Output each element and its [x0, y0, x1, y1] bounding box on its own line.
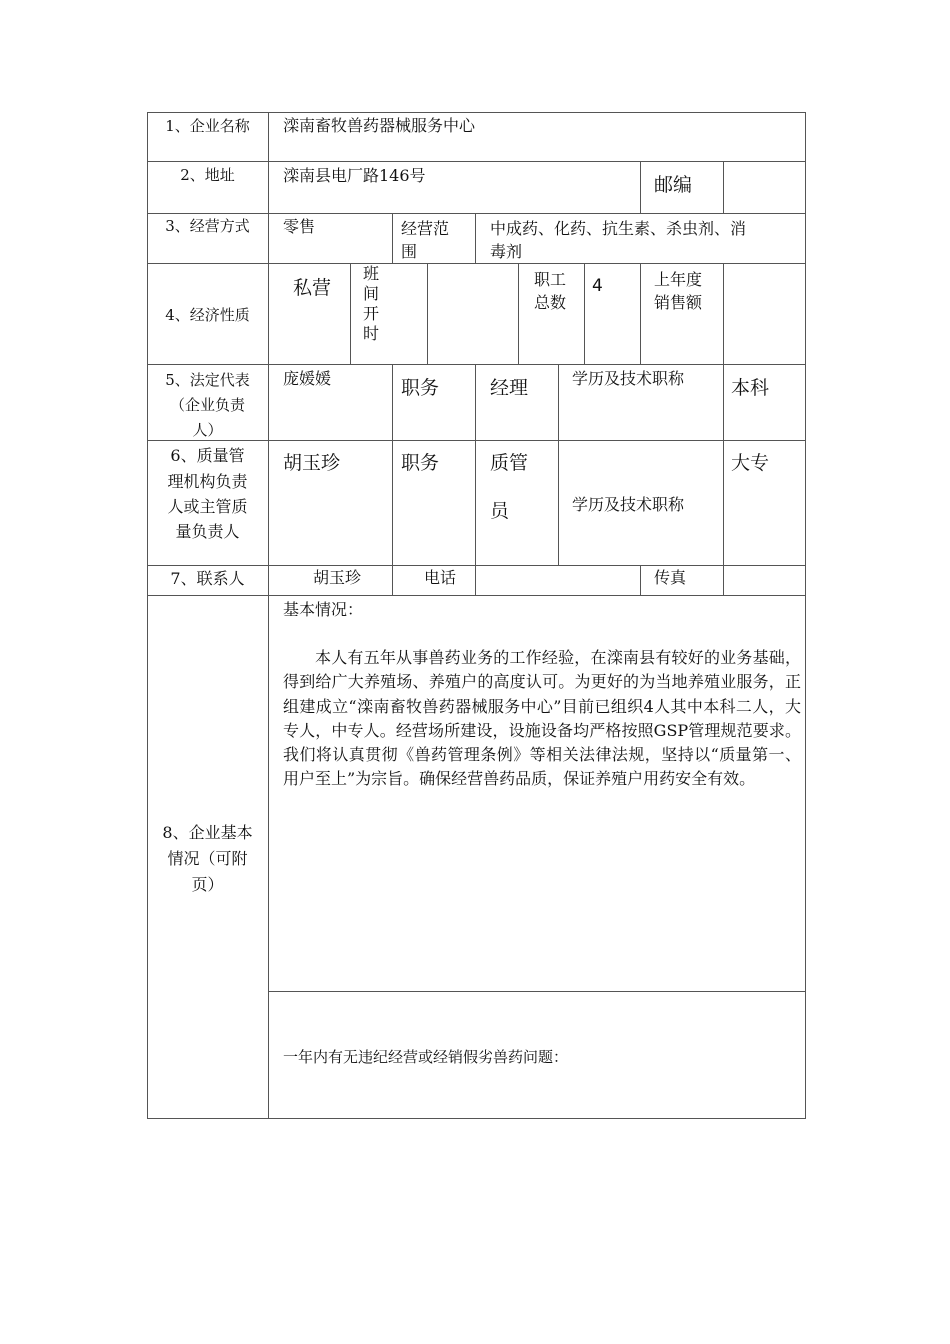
- business-mode-label: 3、经营方式: [165, 217, 250, 235]
- col-divider: [584, 263, 585, 364]
- legal-rep-edu-label: 学历及技术职称: [572, 369, 685, 388]
- open-time-label: 开: [363, 304, 380, 323]
- col-divider: [392, 364, 393, 565]
- col-divider: [475, 364, 476, 565]
- quality-manager-name: 胡玉珍: [283, 452, 341, 474]
- col-divider: [640, 565, 641, 595]
- open-time-label: 间: [363, 284, 380, 303]
- col-divider: [392, 565, 393, 595]
- row-divider: [147, 364, 806, 365]
- business-scope-label: 围: [401, 242, 418, 261]
- legal-rep-label: 5、法定代表: [165, 371, 250, 389]
- overview-title: 基本情况：: [283, 600, 364, 619]
- quality-manager-label: 6、质量管: [170, 446, 245, 465]
- legal-rep-name: 庞媛媛: [283, 369, 332, 388]
- col-divider: [723, 364, 724, 565]
- row-divider: [147, 263, 806, 264]
- quality-manager-edu-label: 学历及技术职称: [572, 495, 685, 514]
- col-divider: [558, 364, 559, 565]
- economic-nature-value: 私营: [293, 277, 332, 299]
- company-overview-label: 页）: [191, 875, 224, 894]
- postcode-label: 邮编: [654, 174, 693, 196]
- address-label: 2、地址: [180, 166, 235, 184]
- business-mode-value: 零售: [283, 217, 316, 236]
- fax-label: 传真: [654, 568, 687, 587]
- contact-person-label: 7、联系人: [170, 569, 245, 588]
- annual-sales-label: 上年度: [654, 270, 703, 289]
- company-name-label: 1、企业名称: [165, 117, 250, 135]
- col-divider: [640, 263, 641, 364]
- phone-label: 电话: [424, 568, 457, 587]
- violation-question: 一年内有无违纪经营或经销假劣兽药问题：: [283, 1048, 569, 1066]
- col-divider: [723, 161, 724, 213]
- legal-rep-duty-label: 职务: [401, 377, 440, 399]
- col-divider: [723, 565, 724, 595]
- economic-nature-label: 4、经济性质: [165, 306, 250, 324]
- annual-sales-label: 销售额: [654, 293, 703, 312]
- quality-manager-label: 人或主管质: [167, 497, 248, 516]
- company-overview-label: 8、企业基本: [162, 823, 253, 842]
- quality-manager-edu: 大专: [731, 452, 770, 474]
- col-divider: [518, 263, 519, 364]
- row-divider: [147, 565, 806, 566]
- col-divider: [268, 112, 269, 1119]
- open-time-label: 班: [363, 264, 380, 283]
- col-divider: [640, 161, 641, 213]
- overview-body: 本人有五年从事兽药业务的工作经验，在滦南县有较好的业务基础，得到给广大养殖场、养殖户的高度认可。为更好的为当地养殖业服务，正组建成立“滦南畜牧兽药器械服务中心”目前已组织4人其中本科二人，大专人，中专人。经营场所建设，设施设备均严格按照GSP管理规范要求。我们将认真贯彻《兽药管理条例》等相关法律法规，坚持以“质量第一、用户至上”为宗旨。确保经营兽药品质，保证养殖户用药安全有效。: [283, 648, 801, 789]
- row-divider: [147, 595, 806, 596]
- business-scope-value: 毒剂: [490, 242, 523, 261]
- staff-count-label: 总数: [534, 293, 567, 312]
- company-name-value: 滦南畜牧兽药器械服务中心: [283, 116, 476, 135]
- legal-rep-duty: 经理: [490, 377, 529, 399]
- open-time-label: 时: [363, 324, 380, 343]
- staff-count-value: 4: [592, 276, 603, 296]
- col-divider: [475, 213, 476, 263]
- col-divider: [392, 213, 393, 263]
- row-divider: [147, 161, 806, 162]
- legal-rep-label: （企业负责: [169, 396, 245, 414]
- company-overview-label: 情况（可附: [167, 849, 248, 868]
- legal-rep-label: 人）: [192, 421, 223, 439]
- quality-manager-duty: 员: [490, 500, 510, 522]
- quality-manager-label: 理机构负责: [167, 472, 248, 491]
- address-value: 滦南县电厂路146号: [283, 166, 426, 185]
- business-scope-label: 经营范: [401, 219, 450, 238]
- row-divider: [147, 213, 806, 214]
- legal-rep-edu: 本科: [731, 377, 770, 399]
- quality-manager-label: 量负责人: [175, 522, 240, 541]
- col-divider: [427, 263, 428, 364]
- quality-manager-duty-label: 职务: [401, 452, 440, 474]
- col-divider: [723, 263, 724, 364]
- staff-count-label: 职工: [534, 270, 567, 289]
- col-divider: [475, 565, 476, 595]
- col-divider: [350, 263, 351, 364]
- quality-manager-duty: 质管: [490, 452, 529, 474]
- business-scope-value: 中成药、化药、抗生素、杀虫剂、消: [490, 219, 747, 238]
- contact-person-name: 胡玉珍: [313, 568, 362, 587]
- row-divider: [268, 991, 806, 992]
